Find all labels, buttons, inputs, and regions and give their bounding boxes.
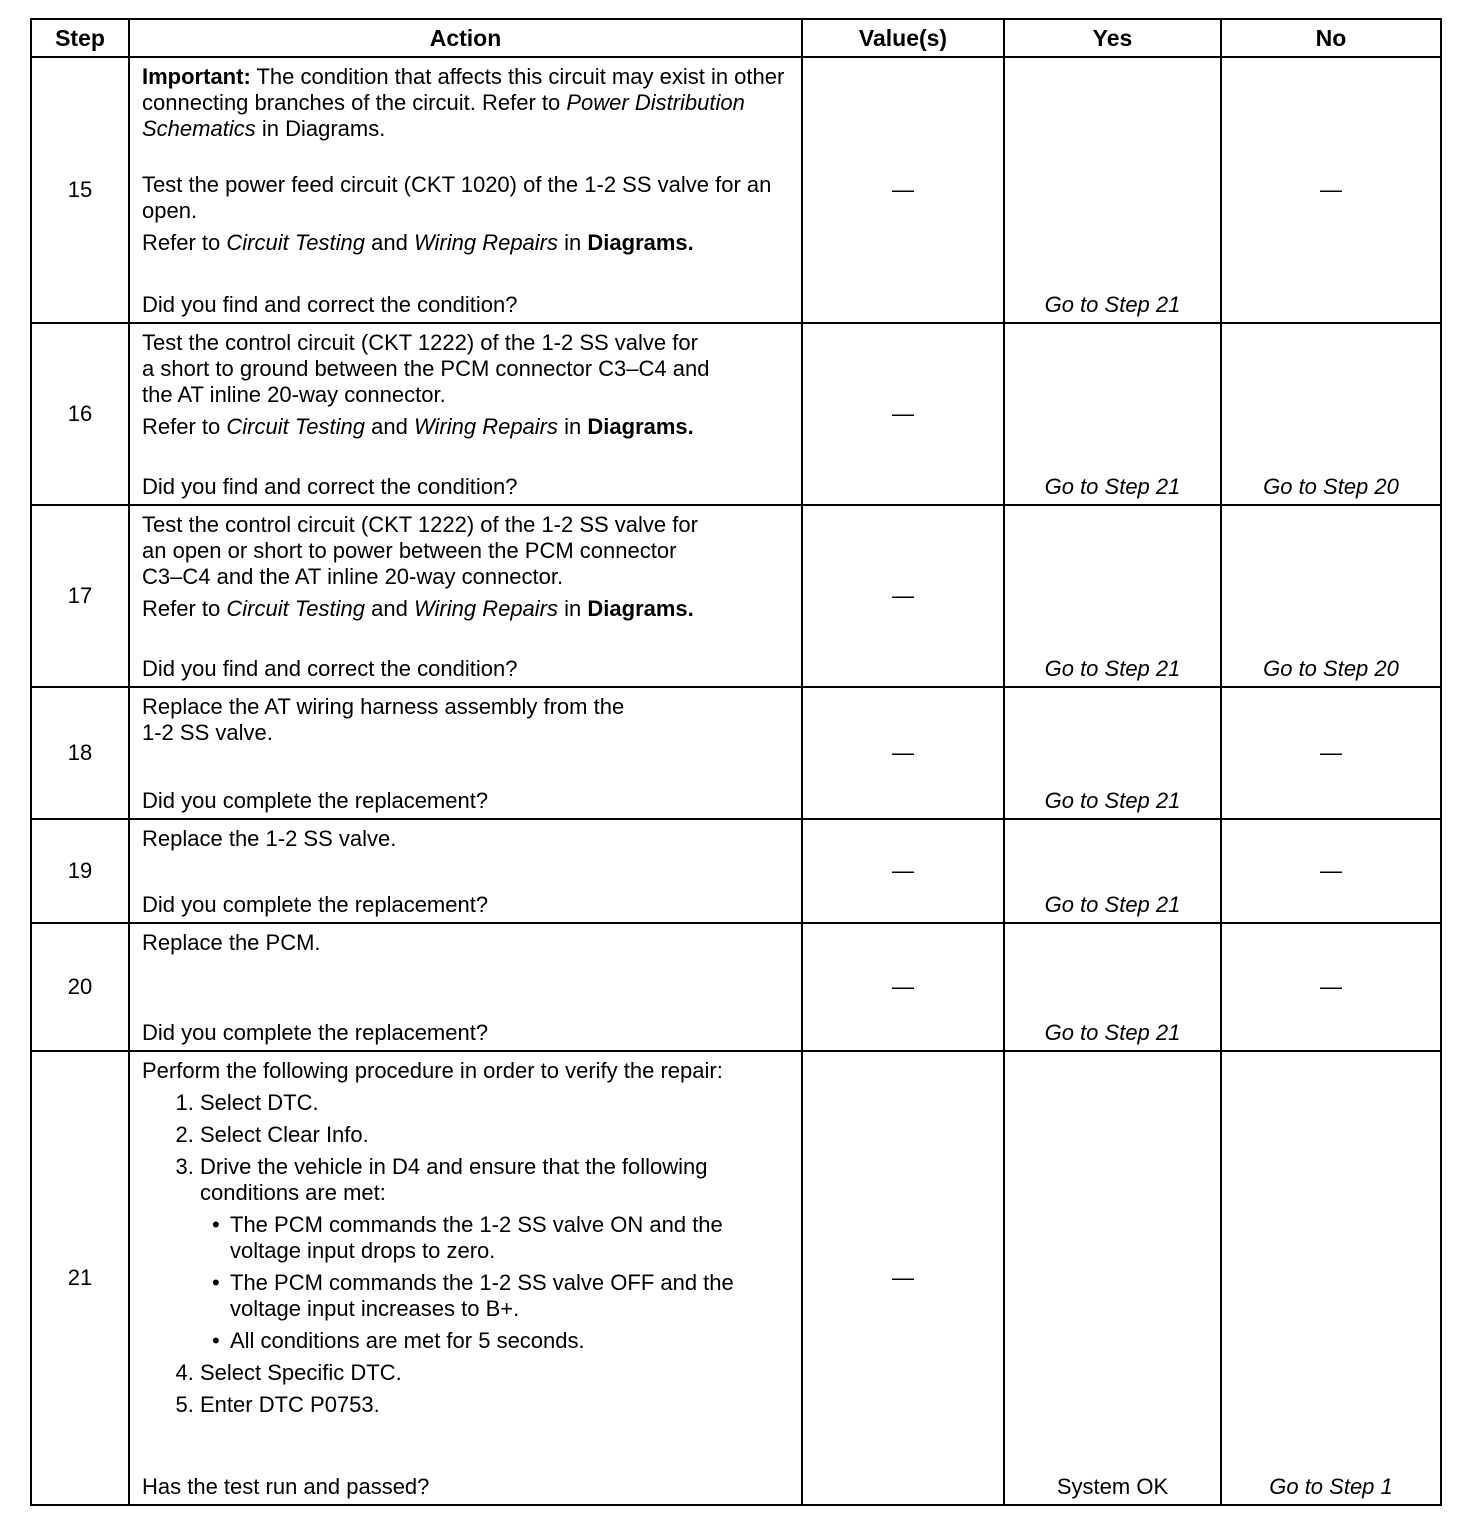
refer-line: Refer to Circuit Testing and Wiring Repairs in Diagrams. (142, 414, 694, 439)
procedure-step: 1. Select DTC. (200, 1090, 789, 1116)
header-yes: Yes (1004, 19, 1221, 57)
procedure-step: 4. Select Specific DTC. (200, 1360, 789, 1386)
table-row-step-15 (31, 57, 1441, 323)
values-cell: — (802, 923, 1004, 1051)
table-row-step-19 (31, 819, 1441, 923)
no-cell: — (1221, 57, 1441, 323)
action-cell (129, 57, 802, 323)
important-note: Important: The condition that affects this circuit may exist in other connecting branches of the circuit. Refer to Power Distribution Schematics in Diagrams. (142, 64, 785, 141)
action-cell (129, 923, 802, 1051)
header-values: Value(s) (802, 19, 1004, 57)
yes-cell (1004, 923, 1221, 1051)
condition-item: • All conditions are met for 5 seconds. (230, 1328, 789, 1354)
step-number: 19 (31, 819, 129, 923)
values-cell: — (802, 1051, 1004, 1505)
step-number: 16 (31, 323, 129, 505)
refer-line: Refer to Circuit Testing and Wiring Repairs in Diagrams. (142, 596, 694, 621)
step-number: 18 (31, 687, 129, 819)
yes-cell (1004, 505, 1221, 687)
action-line-1: Test the control circuit (CKT 1222) of the 1-2 SS valve for (142, 330, 698, 355)
no-cell: — (1221, 687, 1441, 819)
action-line-1: Replace the 1-2 SS valve. (142, 826, 397, 851)
no-result: Go to Step 1 (1269, 1474, 1393, 1499)
diagnostic-table (30, 18, 1442, 1506)
yes-cell (1004, 687, 1221, 819)
condition-item: • The PCM commands the 1-2 SS valve ON and the voltage input drops to zero. (230, 1212, 789, 1264)
no-cell: — (1221, 923, 1441, 1051)
table-header-row (31, 19, 1441, 57)
values-cell: — (802, 505, 1004, 687)
action-cell (129, 687, 802, 819)
no-cell (1221, 505, 1441, 687)
header-no: No (1221, 19, 1441, 57)
yes-result: Go to Step 21 (1044, 474, 1181, 499)
header-step: Step (31, 19, 129, 57)
step-number: 15 (31, 57, 129, 323)
yes-cell (1004, 1051, 1221, 1505)
table-row-step-20 (31, 923, 1441, 1051)
action-line-2: an open or short to power between the PCM connector (142, 538, 677, 563)
action-line-1: Test the control circuit (CKT 1222) of the 1-2 SS valve for (142, 512, 698, 537)
question-text: Has the test run and passed? (142, 1474, 430, 1499)
values-cell: — (802, 323, 1004, 505)
action-line-2: a short to ground between the PCM connector C3–C4 and (142, 356, 710, 381)
yes-result: Go to Step 21 (1044, 892, 1181, 917)
yes-result: Go to Step 21 (1044, 656, 1181, 681)
step-number: 17 (31, 505, 129, 687)
procedure-list (142, 1090, 789, 1418)
table-row-step-21 (31, 1051, 1441, 1505)
procedure-intro: Perform the following procedure in order to verify the repair: (142, 1058, 723, 1083)
refer-line: Refer to Circuit Testing and Wiring Repairs in Diagrams. (142, 230, 694, 255)
procedure-step: 2. Select Clear Info. (200, 1122, 789, 1148)
values-cell: — (802, 819, 1004, 923)
header-action: Action (129, 19, 802, 57)
step-number: 21 (31, 1051, 129, 1505)
question-text: Did you complete the replacement? (142, 1020, 489, 1045)
yes-cell (1004, 323, 1221, 505)
action-cell (129, 505, 802, 687)
question-text: Did you find and correct the condition? (142, 656, 518, 681)
question-text: Did you find and correct the condition? (142, 292, 518, 317)
action-line-2: 1-2 SS valve. (142, 720, 273, 745)
table-row-step-18 (31, 687, 1441, 819)
question-text: Did you complete the replacement? (142, 788, 489, 813)
table-row-step-17 (31, 505, 1441, 687)
procedure-step: 5. Enter DTC P0753. (200, 1392, 789, 1418)
question-text: Did you complete the replacement? (142, 892, 489, 917)
yes-cell (1004, 819, 1221, 923)
question-text: Did you find and correct the condition? (142, 474, 518, 499)
diagnostic-table-page (30, 18, 1440, 1506)
no-cell: — (1221, 819, 1441, 923)
action-text: Test the power feed circuit (CKT 1020) of the 1-2 SS valve for an open. (142, 172, 772, 223)
yes-result: Go to Step 21 (1044, 1020, 1181, 1045)
action-cell (129, 1051, 802, 1505)
no-result: Go to Step 20 (1263, 474, 1399, 499)
table-row-step-16 (31, 323, 1441, 505)
yes-result: Go to Step 21 (1044, 788, 1181, 813)
values-cell: — (802, 57, 1004, 323)
step-number: 20 (31, 923, 129, 1051)
action-cell (129, 819, 802, 923)
action-line-1: Replace the AT wiring harness assembly from the (142, 694, 625, 719)
values-cell: — (802, 687, 1004, 819)
no-cell (1221, 323, 1441, 505)
procedure-step: 3. Drive the vehicle in D4 and ensure that the following conditions are met: • The PCM commands the 1-2 SS valve ON and the voltage input drops to zero. • The PCM commands the 1-2 SS valve OFF and the voltage input increases to B+. • All conditions are met for 5 seconds. (200, 1154, 789, 1354)
conditions-list (200, 1212, 789, 1354)
yes-result: System OK (1056, 1474, 1169, 1499)
no-result: Go to Step 20 (1263, 656, 1399, 681)
no-cell (1221, 1051, 1441, 1505)
action-line-1: Replace the PCM. (142, 930, 321, 955)
yes-cell (1004, 57, 1221, 323)
condition-item: • The PCM commands the 1-2 SS valve OFF and the voltage input increases to B+. (230, 1270, 789, 1322)
action-line-3: the AT inline 20-way connector. (142, 382, 446, 407)
yes-result: Go to Step 21 (1044, 292, 1181, 317)
action-line-3: C3–C4 and the AT inline 20-way connector. (142, 564, 564, 589)
action-cell (129, 323, 802, 505)
